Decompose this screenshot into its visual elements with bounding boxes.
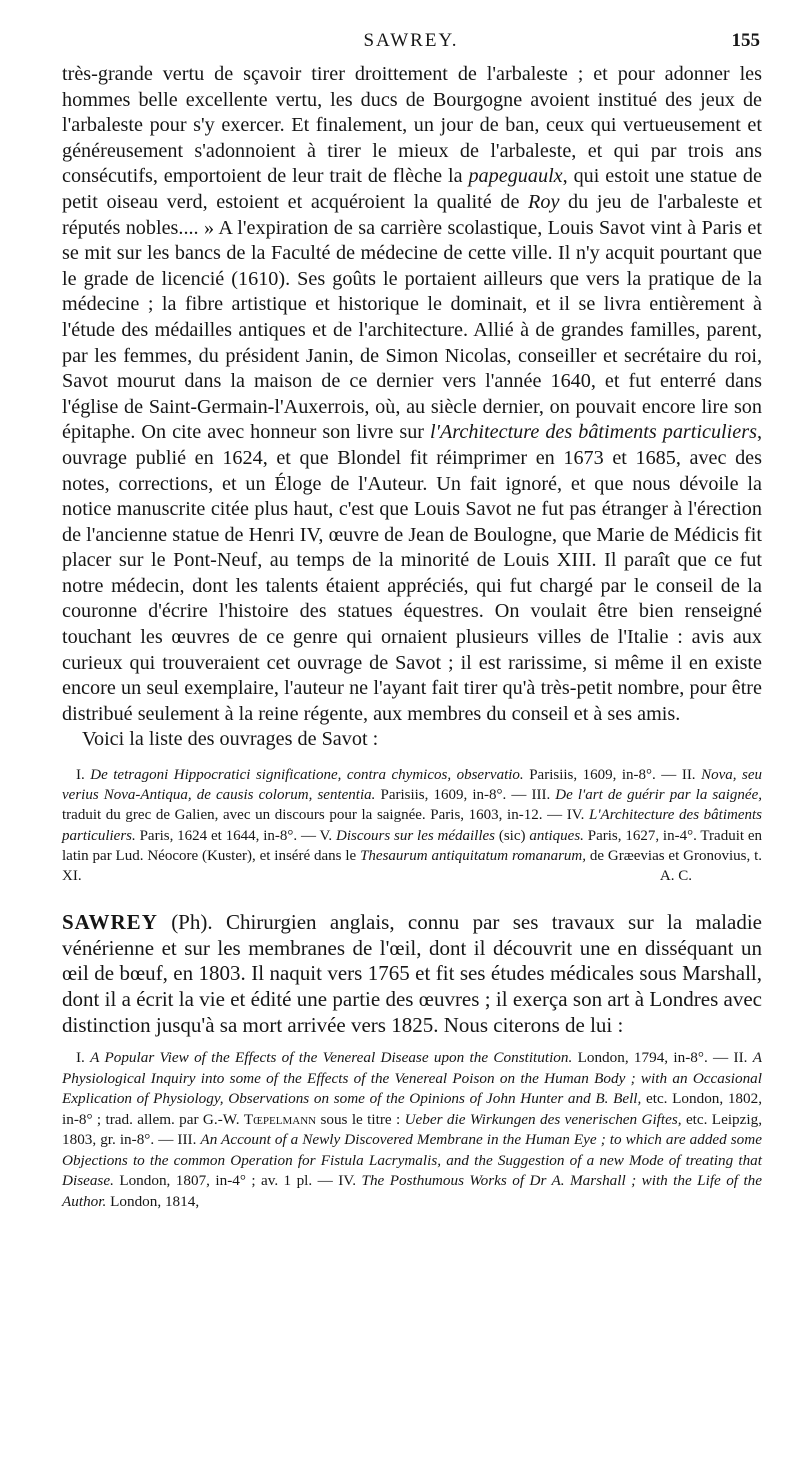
text-run: I. xyxy=(76,767,91,784)
page-number: 155 xyxy=(731,30,760,51)
work-title: An Account of a Newly Discovered Membrane in the Human Eye ; to which are added some Objections to the common Operation for Fistula Lacrymalis, and the Suggestion of a new Mode of treating that Disease. xyxy=(62,1131,762,1190)
savot-article-continuation xyxy=(62,62,762,753)
page-header xyxy=(62,30,760,58)
savot-paragraph-1 xyxy=(62,62,762,727)
page-body xyxy=(62,62,762,1212)
work-title: A Physiological Inquiry into some of the Effects of the Venereal Poison on the Human Body ; with an Occasional Explication of Physiology, Observations on some of the Opinions of John Hunter and B. Bell, xyxy=(62,1049,763,1108)
italic-term: Roy xyxy=(528,190,560,213)
savot-works-paragraph xyxy=(62,765,762,886)
text-run: London, 1794, in-8°. — II. xyxy=(572,1049,753,1067)
entry-headword: SAWREY xyxy=(62,910,158,935)
text-run: etc. London, 1802, in-8° ; trad. allem. par G.-W. xyxy=(62,1090,762,1128)
work-title: Thesaurum antiquitatum romanarum, xyxy=(360,847,587,864)
entry-text: Chirurgien anglais, connu par ses travaux sur la maladie vénérienne et sur les membranes de l'œil, dont il découvrit une en disséquant un œil de bœuf, en 1803. Il naquit vers 1765 et fit ses études médicales sous Marshall, dont il a écrit la vie et édité une partie des œuvres ; il exerça son art à Londres avec distinction jusqu'à sa mort arrivée vers 1825. Nous citerons de lui : xyxy=(62,910,762,1037)
text-run: etc. Leipzig, 1803, gr. in-8°. — III. xyxy=(62,1110,762,1149)
work-title: Nova, seu verius Nova-Antiqua, de causis colorum, sententia. xyxy=(62,767,762,804)
running-title: SAWREY. xyxy=(363,30,459,51)
savot-paragraph-2: Voici la liste des ouvrages de Savot : xyxy=(82,728,379,751)
work-title: Discours sur les médailles xyxy=(336,827,496,844)
text-run: très-grande vertu de sçavoir tirer droittement de l'arbaleste ; et pour adonner les hommes belle excellente vertu, les ducs de Bourgogne avoient institué des jeux de l'arbaleste pour s'y exercer. Et finalement, un jour de ban, ceux qui vertueusement et généreusement s'adonnoient à tirer le mieux de l'arbaleste, et qui par trois ans consécutifs, emportoient de leur trait de flèche la xyxy=(62,63,762,188)
translator-name: Tœpelmann xyxy=(243,1110,317,1128)
author-signature: A. C. xyxy=(659,868,692,885)
sawrey-works-paragraph xyxy=(62,1048,762,1212)
book-title: l'Architecture des bâtiments particuliers xyxy=(430,421,757,444)
sawrey-paragraph xyxy=(62,910,762,1038)
text-run: de Græevias et Gronovius, t. XI. xyxy=(62,847,763,885)
text-run: sous le titre : xyxy=(316,1110,405,1128)
work-title: A Popular View of the Effects of the Venereal Disease upon the Constitution. xyxy=(90,1049,573,1067)
entry-initial: (Ph). xyxy=(157,910,226,935)
italic-term: papeguaulx xyxy=(468,165,563,188)
work-title: The Posthumous Works of Dr A. Marshall ; with the Life of the Author. xyxy=(62,1172,763,1210)
work-title: De l'art de guérir par la saignée, xyxy=(555,787,762,804)
work-title: antiques. xyxy=(529,827,584,844)
sawrey-entry xyxy=(62,910,762,1038)
work-title: Ueber die Wirkungen des venerischen Giftes, xyxy=(404,1110,682,1128)
work-title: L'Architecture des bâtiments particuliers. xyxy=(62,807,762,844)
text-run: Parisiis, 1609, in-8°. — II. xyxy=(523,767,702,784)
savot-works-list xyxy=(62,765,762,886)
text-run: London, 1814, xyxy=(106,1192,200,1210)
text-run: du jeu de l'arbaleste et réputés nobles.... » A l'expiration de sa carrière scolastique, Louis Savot vint à Paris et se mit sur les bancs de la Faculté de médecine de cette ville. Il n'y acquit pourtant que le grade de licencié (1610). Ses goûts le portaient ailleurs que vers la pratique de la médecine ; la fibre artistique et historique le dominait, et il se livra entièrement à l'étude des médailles antiques et de l'architecture. Allié à de grandes familles, parent, par les femmes, du président Janin, de Simon Nicolas, conseiller et secrétaire du roi, Savot mourut dans la maison de ce dernier vers l'année 1640, et fut enterré dans l'église de Saint-Germain-l'Auxerrois, où, au siècle dernier, on pouvait encore lire son épitaphe. On cite avec honneur son livre sur xyxy=(62,190,762,444)
sawrey-works-list xyxy=(62,1048,762,1212)
text-run: , ouvrage publié en 1624, et que Blondel fit réimprimer en 1673 et 1685, avec des notes, corrections, et un Éloge de l'Auteur. Un fait ignoré, et que nous dévoile la notice manuscrite citée plus haut, c'est que Louis Savot ne fut pas étranger à l'érection de l'ancienne statue de Henri IV, œuvre de Jean de Boulogne, que Marie de Médicis fit placer sur le Pont-Neuf, au temps de la minorité de Louis XIII. Il paraît que ce fut notre médecin, dont les talents étaient appréciés, qui fut chargé par le conseil de la couronne d'écrire l'histoire des statues équestres. On voulait être bien renseigné touchant les œuvres de ce genre qui ornaient plusieurs villes de l'Italie : avis aux curieux qui trouveraient cet ouvrage de Savot ; il est rarissime, si même il en existe encore un seul exemplaire, l'auteur ne l'ayant fait tirer qu'à très-petit nombre, pour être distribué seulement à la reine régente, aux membres du conseil et à ses amis. xyxy=(62,421,762,725)
text-run: , qui estoit une statue de petit oiseau verd, estoient et acquéroient la qualité de xyxy=(62,165,762,213)
text-run: traduit du grec de Galien, avec un discours pour la saignée. Paris, 1603, in-12. — IV. xyxy=(62,807,589,824)
text-run: London, 1807, in-4° ; av. 1 pl. — IV. xyxy=(113,1172,362,1190)
text-run: (sic) xyxy=(495,827,530,844)
text-run: Parisiis, 1609, in-8°. — III. xyxy=(375,787,556,804)
text-run: I. xyxy=(76,1049,91,1067)
work-title: De tetragoni Hippocratici significatione, contra chymicos, observatio. xyxy=(90,767,524,784)
text-run: Paris, 1624 et 1644, in-8°. — V. xyxy=(135,827,337,844)
text-run: Paris, 1627, in-4°. Traduit en latin par Lud. Néocore (Kuster), et inséré dans le xyxy=(62,827,763,864)
